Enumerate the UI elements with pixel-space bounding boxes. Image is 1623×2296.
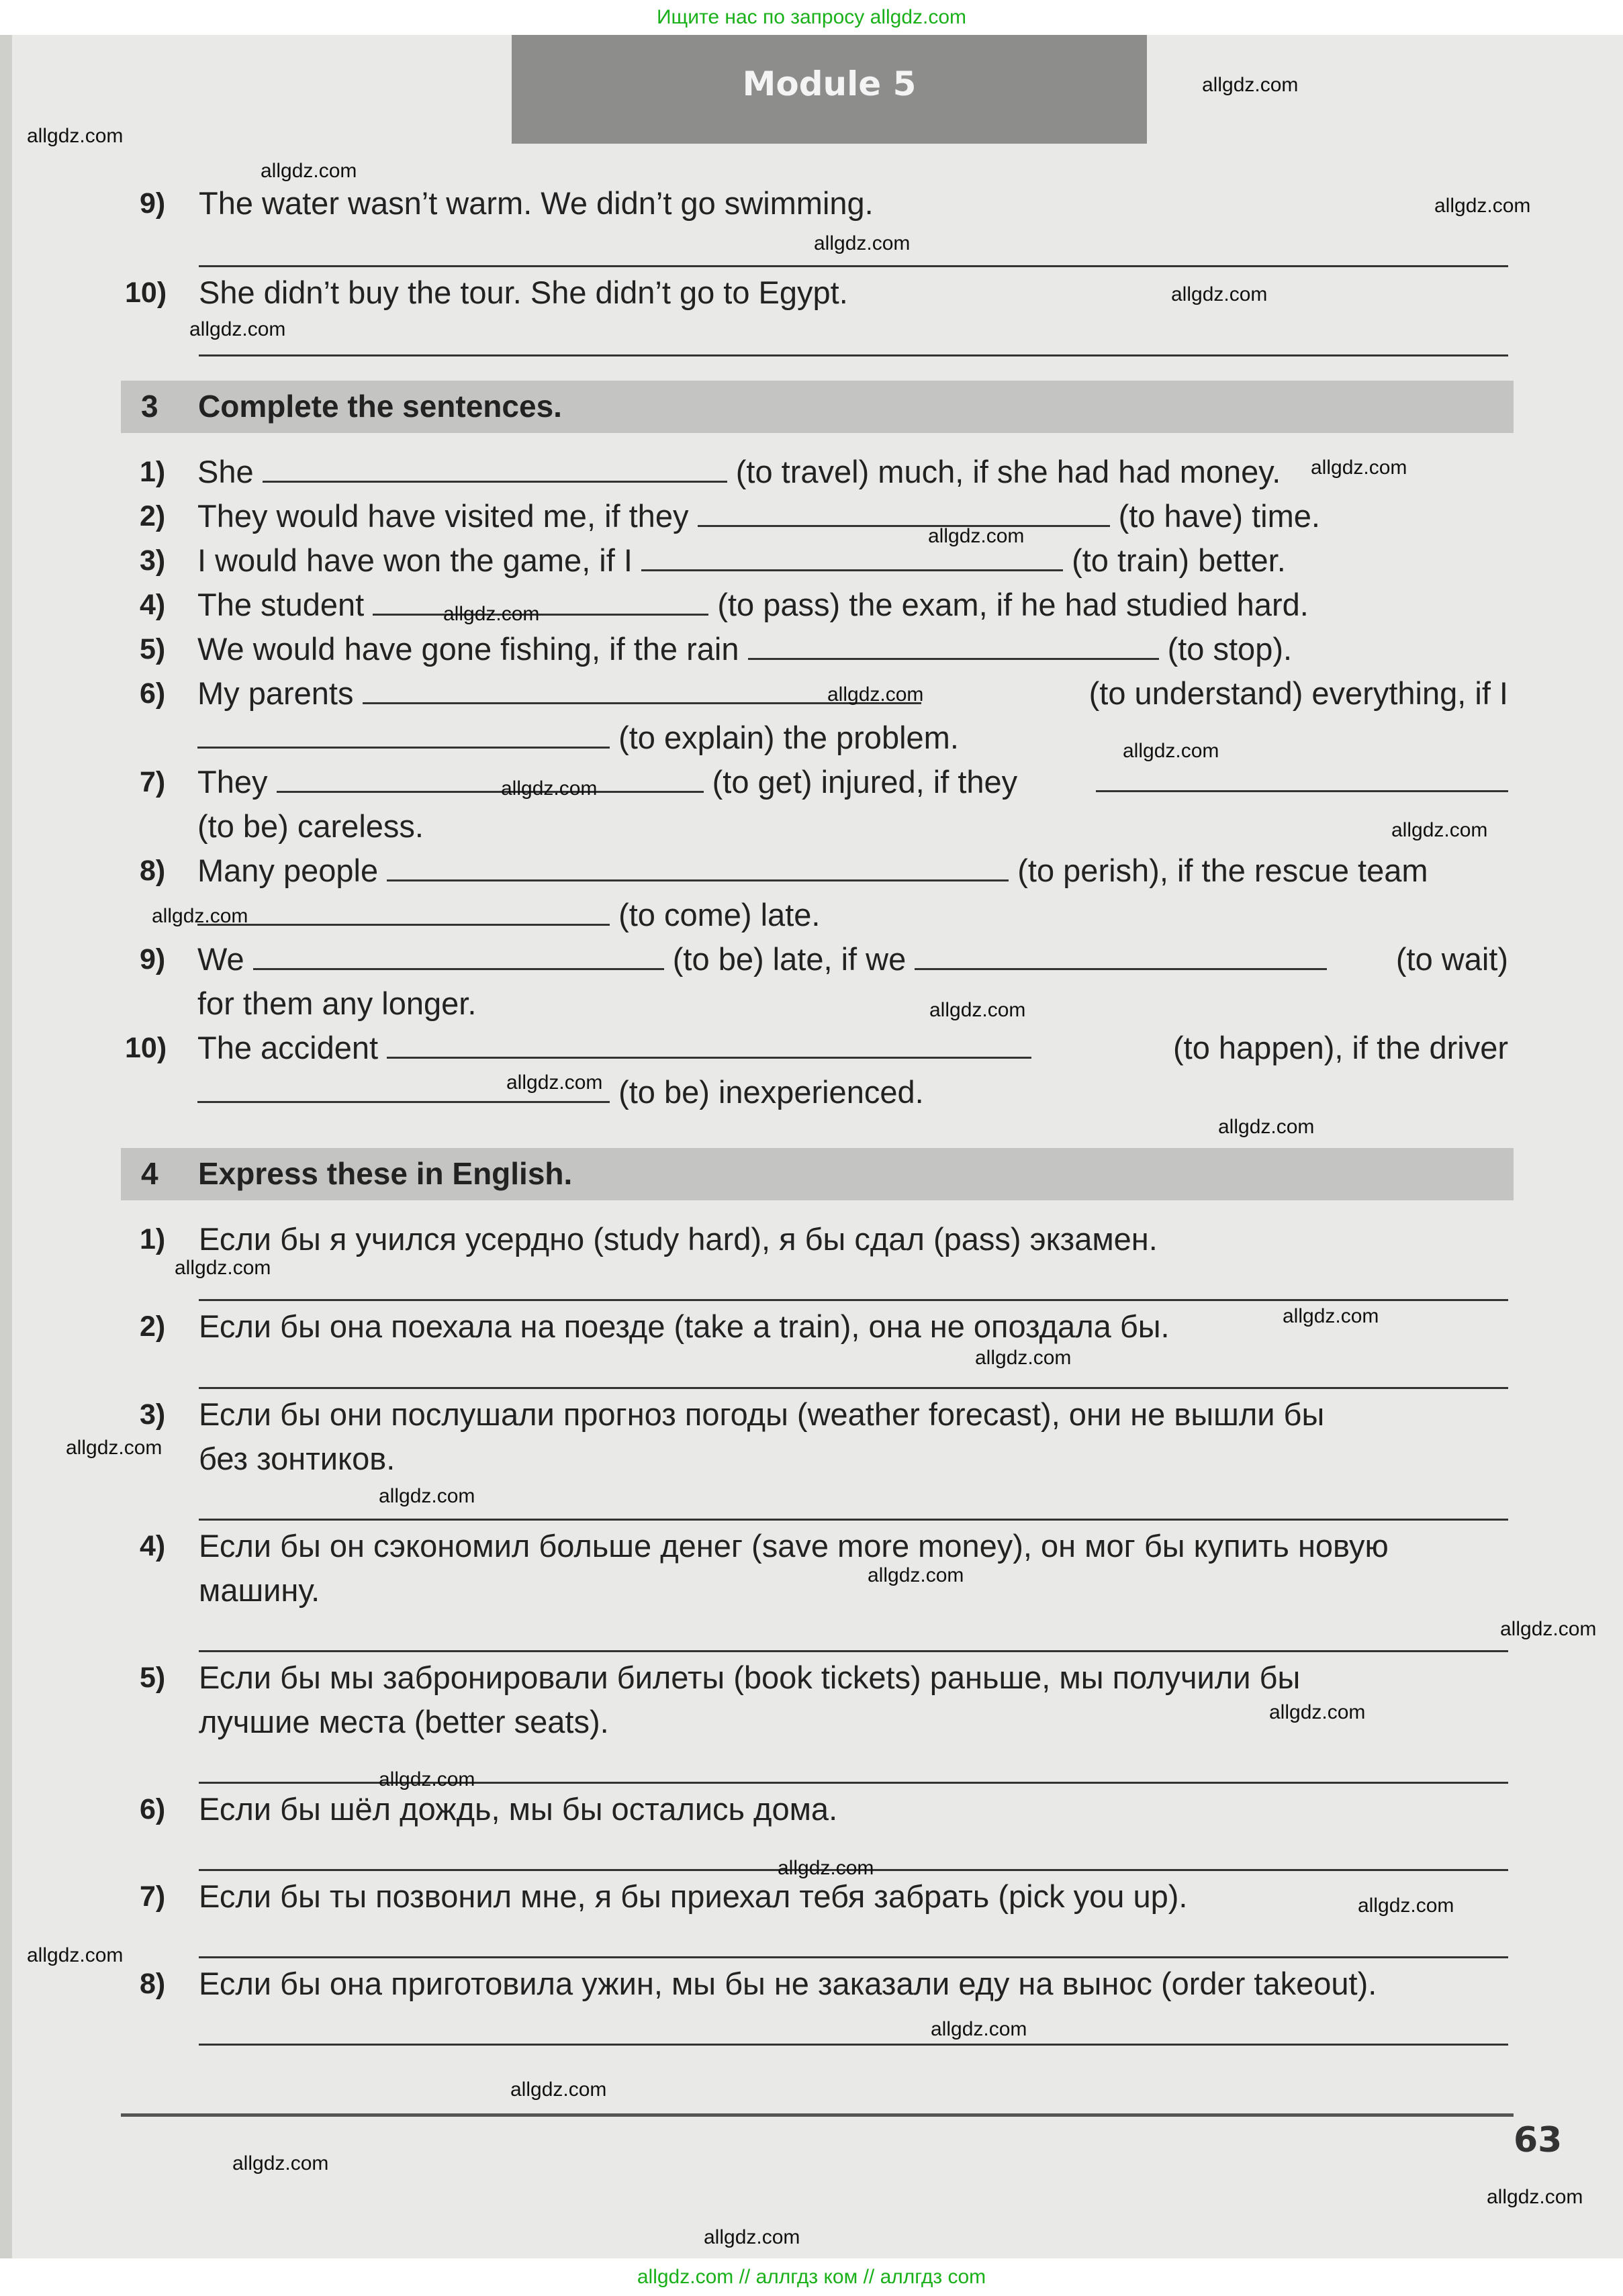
ex3-item-10-part-b: (to happen), if the driver [1173, 1030, 1508, 1065]
ex3-item-10 [197, 1029, 1508, 1067]
watermark: allgdz.com [27, 1944, 124, 1966]
ex4-item-4-number: 4) [140, 1530, 166, 1562]
ex3-item-9-part-d: for them any longer. [197, 986, 477, 1021]
ex3-item-4-blank[interactable] [373, 587, 708, 616]
watermark: allgdz.com [1500, 1618, 1597, 1640]
ex3-item-5 [197, 630, 1292, 668]
ex2-item-10-text: She didn’t buy the tour. She didn’t go to Egypt. [199, 275, 848, 310]
ex3-item-1-part-b: (to travel) much, if she had had money. [735, 454, 1281, 489]
ex3-item-3-number: 3) [140, 544, 166, 577]
ex3-item-1 [197, 453, 1281, 491]
ex3-item-5-part-b: (to stop). [1167, 631, 1293, 667]
ex3-item-5-part-a: We would have gone fishing, if the rain [197, 631, 739, 667]
ex3-item-6-part-a: My parents [197, 675, 354, 711]
module-title: Module 5 [742, 64, 917, 103]
ex2-item-9-number: 9) [140, 187, 166, 220]
ex3-item-9-part-a: We [197, 941, 244, 977]
top-banner[interactable] [0, 0, 1623, 35]
ex3-item-10-part-c: (to be) inexperienced. [618, 1074, 924, 1110]
exercise-4-number: 4 [141, 1156, 158, 1191]
ex4-item-7-text: Если бы ты позвонил мне, я бы приехал тебя забрать (pick you up). [199, 1878, 1188, 1914]
ex3-item-9-blank-2[interactable] [915, 941, 1327, 970]
exercise-4-header [121, 1148, 1514, 1200]
ex3-item-7 [197, 763, 1508, 801]
ex4-item-3-number: 3) [140, 1398, 166, 1431]
ex3-item-9-number: 9) [140, 943, 166, 975]
ex3-item-1-number: 1) [140, 456, 166, 488]
ex3-item-7-number: 7) [140, 766, 166, 798]
ex3-item-2 [197, 497, 1320, 535]
ex4-item-4-line-1: Если бы он сэкономил больше денег (save more money), он мог бы купить новую [199, 1528, 1389, 1564]
ex3-item-7-part-a: They [197, 764, 268, 800]
watermark: allgdz.com [1434, 195, 1531, 217]
ex3-item-3-part-b: (to train) better. [1072, 542, 1286, 578]
ex3-item-2-number: 2) [140, 500, 166, 532]
watermark: allgdz.com [928, 525, 1025, 547]
watermark: allgdz.com [232, 2152, 329, 2174]
ex4-item-6-text: Если бы шёл дождь, мы бы остались дома. [199, 1791, 838, 1827]
ex4-item-7-answer-line[interactable] [199, 1956, 1508, 1958]
page-number: 63 [1514, 2120, 1563, 2160]
ex3-item-3 [197, 542, 1286, 579]
watermark: allgdz.com [931, 2018, 1027, 2040]
ex3-item-7-blank-2[interactable] [1096, 763, 1508, 792]
watermark: allgdz.com [443, 603, 540, 625]
ex3-item-4-part-b: (to pass) the exam, if he had studied hard. [717, 587, 1309, 622]
ex4-item-5-number: 5) [140, 1662, 166, 1694]
ex3-item-9 [197, 941, 1508, 978]
ex4-item-8-text: Если бы она приготовила ужин, мы бы не заказали еду на вынос (order takeout). [199, 1966, 1377, 2001]
ex4-item-7-number: 7) [140, 1880, 166, 1913]
ex4-item-5-line-2: лучшие места (better seats). [199, 1704, 609, 1739]
ex4-item-1-text: Если бы я учился усердно (study hard), я бы сдал (pass) экзамен. [199, 1221, 1158, 1257]
top-banner-text[interactable]: Ищите нас по запросу allgdz.com [656, 6, 967, 28]
ex3-item-7-part-c: (to be) careless. [197, 808, 424, 844]
ex3-item-8-number: 8) [140, 855, 166, 887]
ex3-item-3-part-a: I would have won the game, if I [197, 542, 633, 578]
ex2-item-10-number: 10) [125, 277, 167, 309]
watermark: allgdz.com [868, 1564, 964, 1586]
exercise-3-title: Complete the sentences. [198, 389, 562, 424]
ex2-item-9-answer-line[interactable] [199, 265, 1508, 267]
ex3-item-6-cont [197, 719, 959, 757]
watermark: allgdz.com [1202, 74, 1299, 96]
ex3-item-5-number: 5) [140, 633, 166, 665]
page-bottom-rule [121, 2113, 1514, 2117]
watermark: allgdz.com [175, 1257, 271, 1279]
ex4-item-3-line-2: без зонтиков. [199, 1441, 396, 1476]
watermark: allgdz.com [379, 1485, 475, 1507]
watermark: allgdz.com [1358, 1895, 1454, 1917]
ex3-item-2-part-a: They would have visited me, if they [197, 498, 689, 534]
ex4-item-2-text: Если бы она поехала на поезде (take a train), она не опоздала бы. [199, 1308, 1170, 1344]
ex4-item-3-line-1: Если бы они послушали прогноз погоды (weather forecast), они не вышли бы [199, 1396, 1325, 1432]
watermark: allgdz.com [1123, 740, 1219, 762]
ex3-item-7-blank-1[interactable] [277, 764, 704, 793]
watermark: allgdz.com [975, 1347, 1072, 1369]
ex3-item-8-part-a: Many people [197, 853, 379, 888]
ex3-item-10-part-a: The accident [197, 1030, 379, 1065]
ex4-item-1-answer-line[interactable] [199, 1299, 1508, 1301]
watermark: allgdz.com [510, 2078, 607, 2101]
watermark: allgdz.com [1171, 283, 1268, 305]
ex4-item-4-line-2: машину. [199, 1572, 320, 1608]
ex3-item-2-part-b: (to have) time. [1118, 498, 1320, 534]
exercise-3-header [121, 381, 1514, 433]
ex3-item-5-blank[interactable] [748, 631, 1159, 660]
ex4-item-6-number: 6) [140, 1793, 166, 1825]
watermark: allgdz.com [189, 318, 286, 340]
watermark: allgdz.com [814, 232, 911, 254]
ex4-item-4-answer-line[interactable] [199, 1650, 1508, 1652]
page-edge-shadow [0, 0, 12, 2296]
watermark: allgdz.com [66, 1437, 163, 1459]
ex2-item-10-answer-line[interactable] [199, 354, 1508, 356]
watermark: allgdz.com [1269, 1701, 1366, 1723]
ex3-item-8-blank-2[interactable] [197, 897, 610, 926]
watermark: allgdz.com [704, 2226, 800, 2248]
ex3-item-4-number: 4) [140, 589, 166, 621]
watermark: allgdz.com [929, 999, 1026, 1021]
ex4-item-8-answer-line[interactable] [199, 2044, 1508, 2046]
ex3-item-4 [197, 586, 1309, 624]
ex3-item-6-part-c: (to explain) the problem. [618, 720, 959, 755]
watermark: allgdz.com [27, 125, 124, 147]
ex3-item-1-blank[interactable] [263, 454, 727, 483]
ex3-item-6-blank-2[interactable] [197, 720, 610, 749]
watermark: allgdz.com [827, 683, 924, 706]
watermark: allgdz.com [501, 777, 598, 800]
watermark: allgdz.com [506, 1071, 603, 1094]
ex3-item-8-cont [197, 896, 820, 934]
ex4-item-8-number: 8) [140, 1968, 166, 2000]
watermark: allgdz.com [261, 160, 357, 182]
watermark: allgdz.com [778, 1857, 874, 1879]
exercise-3-number: 3 [141, 389, 158, 424]
watermark: allgdz.com [1311, 457, 1407, 479]
watermark: allgdz.com [152, 905, 248, 927]
ex3-item-9-part-b: (to be) late, if we [672, 941, 907, 977]
ex3-item-4-part-a: The student [197, 587, 365, 622]
watermark: allgdz.com [1391, 819, 1488, 841]
ex4-item-1-number: 1) [140, 1223, 166, 1255]
exercise-4-title: Express these in English. [198, 1156, 573, 1191]
watermark: allgdz.com [1218, 1116, 1315, 1138]
ex3-item-8-part-b: (to perish), if the rescue team [1017, 853, 1428, 888]
ex3-item-2-blank[interactable] [698, 498, 1110, 527]
ex4-item-2-answer-line[interactable] [199, 1387, 1508, 1389]
ex3-item-8 [197, 852, 1428, 890]
bottom-banner[interactable] [0, 2258, 1623, 2296]
ex3-item-10-number: 10) [125, 1032, 167, 1064]
ex3-item-7-part-b: (to get) injured, if they [712, 764, 1018, 800]
watermark: allgdz.com [379, 1768, 475, 1790]
ex2-item-9-text: The water wasn’t warm. We didn’t go swimming. [199, 185, 874, 221]
ex3-item-8-blank-1[interactable] [387, 853, 1009, 881]
ex4-item-3-answer-line[interactable] [199, 1519, 1508, 1521]
bottom-banner-text[interactable]: allgdz.com // аллгдз ком // аллгдз com [637, 2266, 986, 2288]
ex4-item-2-number: 2) [140, 1310, 166, 1343]
ex3-item-6-number: 6) [140, 677, 166, 710]
watermark: allgdz.com [1487, 2186, 1583, 2208]
ex3-item-1-part-a: She [197, 454, 254, 489]
ex4-item-5-line-1: Если бы мы забронировали билеты (book tickets) раньше, мы получили бы [199, 1660, 1301, 1695]
ex3-item-8-part-c: (to come) late. [618, 897, 821, 932]
ex3-item-9-blank-1[interactable] [253, 941, 664, 970]
ex3-item-9-part-c: (to wait) [1395, 941, 1508, 977]
ex3-item-6-part-b: (to understand) everything, if I [1088, 675, 1508, 711]
watermark: allgdz.com [1283, 1305, 1379, 1327]
ex3-item-10-blank-1[interactable] [387, 1030, 1031, 1059]
module-header [512, 35, 1147, 144]
